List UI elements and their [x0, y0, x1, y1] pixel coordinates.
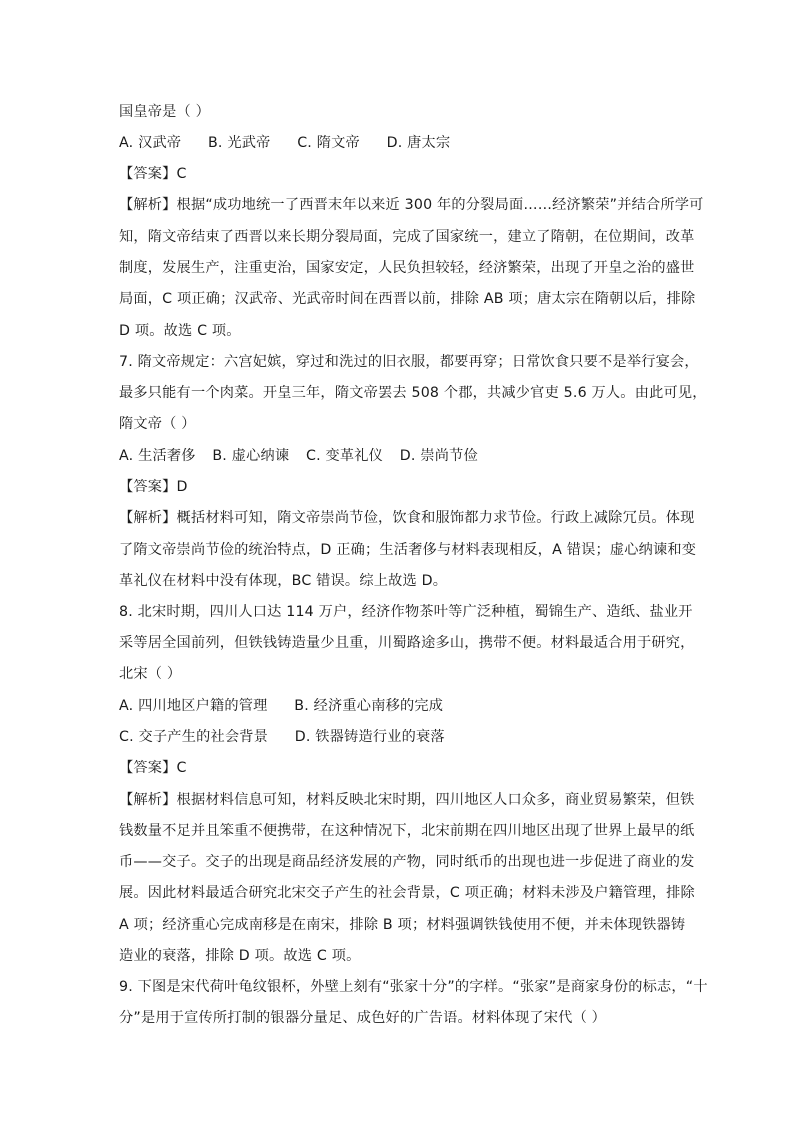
- analysis-6-line-4: 局面，C 项正确；汉武帝、光武帝时间在西晋以前，排除 AB 项；唐太宗在隋朝以后，排除: [119, 291, 696, 307]
- analysis-6-line-3: 制度，发展生产，注重吏治，国家安定，人民负担较轻，经济繁荣，出现了开皇之治的盛世: [119, 260, 695, 276]
- option-c: C. 交子产生的社会背景: [119, 729, 269, 745]
- analysis-8-line-3: 币——交子。交子的出现是商品经济发展的产物，同时纸币的出现也进一步促进了商业的发: [119, 854, 695, 870]
- question-9-line-1: 9. 下图是宋代荷叶龟纹银杯，外壁上刻有“张家十分”的字样。“张家”是商家身份的标志，“十: [119, 979, 708, 995]
- question-8-line-1: 8. 北宋时期，四川人口达 114 万户，经济作物茶叶等广泛种植，蜀锦生产、造纸、盐业开: [119, 604, 693, 620]
- analysis-7-line-1: 【解析】概括材料可知，隋文帝崇尚节俭，饮食和服饰都力求节俭。行政上减除冗员。体现: [119, 510, 695, 526]
- question-9-line-2: 分”是用于宣传所打制的银器分量足、成色好的广告语。材料体现了宋代（ ）: [119, 1010, 607, 1026]
- option-a: A. 汉武帝: [119, 135, 182, 151]
- question-8-options-row-1: [119, 696, 679, 716]
- option-d: D. 崇尚节俭: [399, 448, 478, 464]
- option-d: D. 铁器铸造行业的衰落: [294, 729, 445, 745]
- option-d: D. 唐太宗: [386, 135, 451, 151]
- answer-6: 【答案】C: [119, 166, 187, 182]
- option-b: B. 虚心纳谏: [212, 448, 290, 464]
- answer-7: 【答案】D: [119, 479, 188, 495]
- option-c: C. 隋文帝: [297, 135, 360, 151]
- analysis-8-line-1: 【解析】根据材料信息可知，材料反映北宋时期，四川地区人口众多，商业贸易繁荣，但铁: [119, 792, 695, 808]
- analysis-8-line-4: 展。因此材料最适合研究北宋交子产生的社会背景，C 项正确；材料未涉及户籍管理，排除: [119, 885, 695, 901]
- option-a: A. 四川地区户籍的管理: [119, 698, 268, 714]
- option-b: B. 经济重心南移的完成: [294, 698, 444, 714]
- question-6-stem-end: 国皇帝是（ ）: [119, 104, 211, 120]
- option-c: C. 变革礼仪: [305, 448, 384, 464]
- question-6-options: [119, 133, 679, 153]
- analysis-7-line-2: 了隋文帝崇尚节俭的统治特点，D 正确；生活奢侈与材料表现相反，A 错误；虚心纳谏和变: [119, 542, 697, 558]
- question-7-line-1: 7. 隋文帝规定：六宫妃嫔，穿过和洗过的旧衣服，都要再穿；日常饮食只要不是举行宴会，: [119, 354, 699, 370]
- question-8-line-2: 采等居全国前列，但铁钱铸造量少且重，川蜀路途多山，携带不便。材料最适合用于研究，: [119, 635, 695, 651]
- analysis-6-line-5: D 项。故选 C 项。: [119, 323, 241, 339]
- analysis-8-line-6: 造业的衰落，排除 D 项。故选 C 项。: [119, 948, 361, 964]
- analysis-6-line-1: 【解析】根据“成功地统一了西晋末年以来近 300 年的分裂局面……经济繁荣”并结合所学可: [119, 197, 704, 213]
- question-8-line-3: 北宋（ ）: [119, 666, 182, 682]
- answer-8: 【答案】C: [119, 760, 187, 776]
- analysis-8-line-2: 钱数量不足并且笨重不便携带，在这种情况下，北宋前期在四川地区出现了世界上最早的纸: [119, 823, 695, 839]
- option-a: A. 生活奢侈: [119, 448, 196, 464]
- question-8-options-row-2: [119, 727, 679, 747]
- question-7-options: [119, 446, 679, 466]
- question-7-line-2: 最多只能有一个肉菜。开皇三年，隋文帝罢去 508 个郡，共减少官吏 5.6 万人。由此可见，: [119, 385, 707, 401]
- question-7-line-3: 隋文帝（ ）: [119, 416, 196, 432]
- analysis-7-line-3: 革礼仪在材料中没有体现，BC 错误。综上故选 D。: [119, 573, 448, 589]
- analysis-6-line-2: 知，隋文帝结束了西晋以来长期分裂局面，完成了国家统一，建立了隋朝，在位期间，改革: [119, 229, 695, 245]
- option-b: B. 光武帝: [207, 135, 271, 151]
- analysis-8-line-5: A 项；经济重心完成南移是在南宋，排除 B 项；材料强调铁钱使用不便，并未体现铁器铸: [119, 917, 686, 933]
